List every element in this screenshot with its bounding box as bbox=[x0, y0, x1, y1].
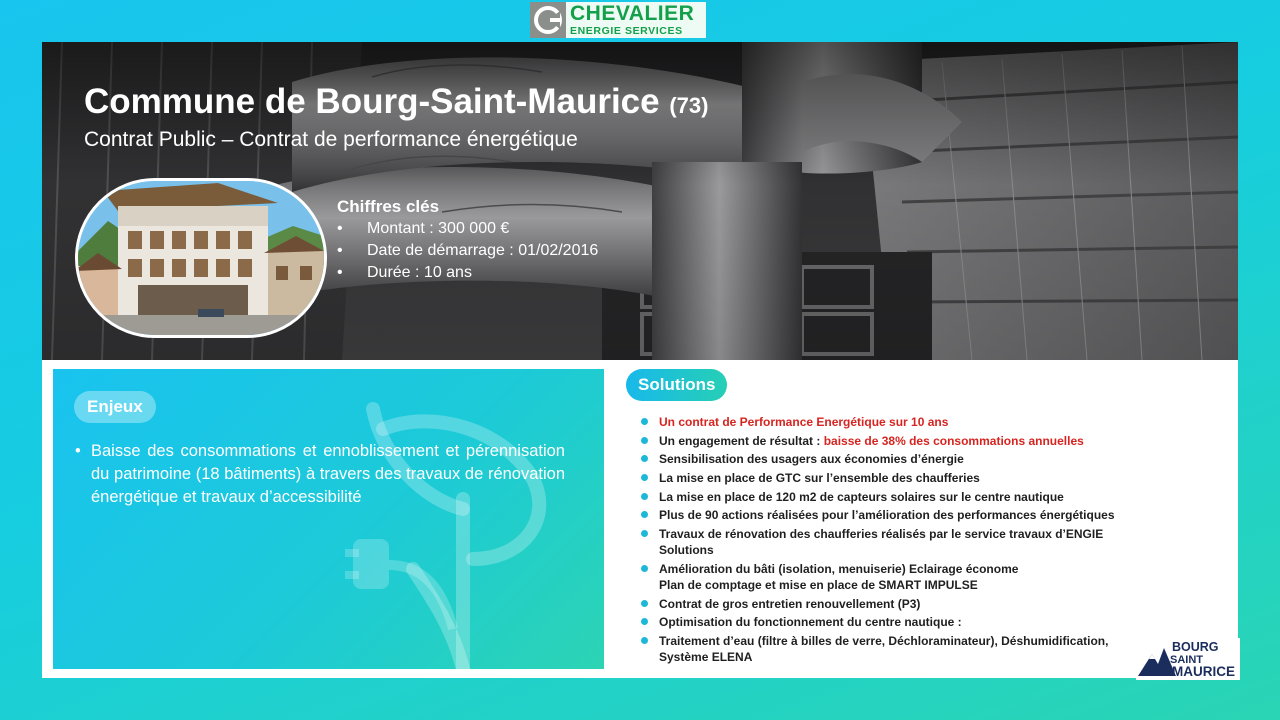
enjeux-label: Enjeux bbox=[74, 391, 156, 423]
solution-text-line2: Système ELENA bbox=[659, 649, 753, 664]
hero-banner bbox=[42, 42, 1238, 360]
title-main: Commune de Bourg-Saint-Maurice bbox=[84, 82, 660, 121]
town-hall-illustration bbox=[78, 181, 324, 335]
list-item bbox=[641, 526, 1161, 558]
solution-text: Travaux de rénovation des chaufferies réalisés par le service travaux d’ENGIE Solutions bbox=[659, 527, 1104, 558]
enjeux-panel bbox=[53, 369, 604, 669]
list-item bbox=[641, 561, 1161, 593]
solution-prefix: Un engagement de résultat : bbox=[659, 433, 824, 448]
key-figures-list bbox=[337, 218, 757, 284]
key-figure-duration bbox=[337, 262, 757, 284]
list-item bbox=[641, 633, 1161, 665]
list-item bbox=[641, 614, 1161, 630]
list-item bbox=[641, 507, 1161, 523]
chevalier-logo-icon bbox=[530, 2, 566, 38]
list-item bbox=[641, 451, 1161, 467]
solution-text: Sensibilisation des usagers aux économies d’énergie bbox=[659, 452, 964, 467]
solution-text: Plus de 90 actions réalisées pour l’amélioration des performances énergétiques bbox=[659, 508, 1115, 523]
key-figures bbox=[337, 196, 757, 284]
solution-text: La mise en place de GTC sur l’ensemble des chaufferies bbox=[659, 471, 980, 486]
key-figures-title: Chiffres clés bbox=[337, 197, 440, 216]
list-item bbox=[641, 596, 1161, 612]
solution-text-line2: Plan de comptage et mise en place de SMART IMPULSE bbox=[659, 577, 978, 592]
enjeux-description: Baisse des consommations et ennoblissement et pérennisation du patrimoine (18 bâtiments) à travers des travaux de rénovation énergétique et travaux d’accessibilité bbox=[91, 442, 565, 506]
logo-line-bourg: BOURG bbox=[1172, 640, 1219, 654]
key-figure-amount bbox=[337, 218, 757, 240]
solution-text: La mise en place de 120 m2 de capteurs solaires sur le centre nautique bbox=[659, 489, 1064, 504]
solution-text: Optimisation du fonctionnement du centre nautique : bbox=[659, 615, 962, 630]
title-department: (73) bbox=[669, 93, 709, 118]
list-item bbox=[641, 433, 1161, 449]
key-figure-text: Date de démarrage : 01/02/2016 bbox=[367, 242, 599, 259]
chevalier-logo-subtitle: ENERGIE SERVICES bbox=[570, 25, 683, 37]
enjeux-text bbox=[75, 440, 565, 509]
town-hall-photo bbox=[75, 178, 327, 338]
solution-text: Amélioration du bâti (isolation, menuiserie) Eclairage économe bbox=[659, 561, 1019, 576]
key-figure-text: Durée : 10 ans bbox=[367, 264, 472, 281]
solution-highlight: baisse de 38% des consommations annuelles bbox=[823, 433, 1084, 448]
bullet: • bbox=[337, 242, 343, 259]
key-figure-start-date bbox=[337, 240, 757, 262]
bullet: • bbox=[337, 264, 343, 281]
logo-line-saint: SAINT bbox=[1170, 654, 1203, 666]
page-subtitle: Contrat Public – Contrat de performance énergétique bbox=[84, 128, 578, 151]
bullet: • bbox=[75, 442, 81, 460]
chevalier-logo bbox=[530, 2, 706, 38]
solution-text: Traitement d’eau (filtre à billes de verre, Déchloraminateur), Déshumidification, bbox=[659, 633, 1109, 648]
list-item bbox=[641, 414, 1161, 430]
solutions-label: Solutions bbox=[626, 369, 727, 401]
solutions-list bbox=[641, 414, 1161, 668]
slide bbox=[42, 42, 1238, 678]
bourg-saint-maurice-logo bbox=[1136, 638, 1240, 680]
key-figure-text: Montant : 300 000 € bbox=[367, 220, 510, 237]
page-title bbox=[84, 82, 708, 126]
chevalier-logo-name: CHEVALIER bbox=[570, 2, 695, 25]
solution-text: Contrat de gros entretien renouvellement (P3) bbox=[659, 596, 921, 611]
bullet: • bbox=[337, 220, 343, 237]
list-item bbox=[641, 489, 1161, 505]
list-item bbox=[641, 470, 1161, 486]
logo-line-maurice: MAURICE bbox=[1172, 664, 1235, 679]
solution-highlight: Un contrat de Performance Energétique sur 10 ans bbox=[659, 415, 949, 429]
